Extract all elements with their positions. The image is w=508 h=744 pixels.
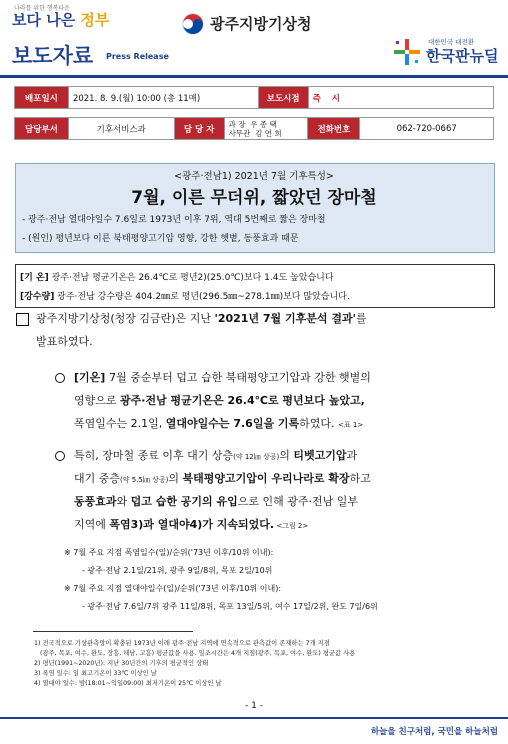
p3-line2-altitude: (약 5.5㎞ 상공) — [120, 476, 169, 484]
note-tropical-night: ※ 7월 주요 지점 열대야일수(일)/순위('73년 이후/10위 이내): — [64, 584, 282, 593]
footnote-divider — [33, 631, 193, 632]
p3-line2-bold: 북태평양고기압이 우리나라로 확장 — [182, 472, 350, 485]
phone-value: 062-720-0667 — [360, 118, 494, 140]
p3-line1-bold: 티벳고기압 — [293, 449, 347, 462]
page-number: - 1 - — [245, 701, 263, 711]
key-fact-precipitation — [20, 289, 350, 302]
p1-text: 광주지방기상청(청장 김금란)은 지난 — [36, 312, 215, 325]
kma-emblem-icon — [182, 13, 204, 35]
contact-info-table — [14, 117, 494, 140]
summary-bullet-2: - (원인) 평년보다 이른 북태평양고기압 영향, 강한 햇볕, 동풍효과 때문 — [22, 234, 299, 244]
person-name-1: 우 종 택 — [250, 119, 277, 129]
paragraph-2-line-1 — [74, 366, 371, 389]
summary-subtitle: <광주·전남1) 2021년 7월 기후특성> — [174, 171, 334, 182]
summary-headline: 7월, 이른 무더위, 짧았던 장마철 — [131, 188, 377, 208]
header-divider — [0, 75, 508, 78]
key-fact-temperature — [20, 270, 334, 283]
paragraph-2-line-2 — [74, 389, 365, 412]
p2-line3-end: 하였다. — [299, 417, 339, 430]
paragraph-3-line-1 — [74, 444, 357, 469]
new-deal-name: 한국판뉴딜 — [426, 47, 499, 65]
person-role-2: 사무관 — [228, 128, 251, 138]
p2-line2-text: 영향으로 — [74, 394, 121, 407]
person-label: 담 당 자 — [174, 118, 224, 140]
p2-line3-text: 폭염일수는 2.1일, — [74, 417, 166, 430]
p3-line1-altitude: (약 12㎞ 상공) — [233, 453, 280, 461]
new-deal-small-text: 대한민국 대전환 — [428, 38, 475, 46]
key-fact-precipitation-tag: [강수량] — [20, 292, 55, 302]
square-bullet-icon — [16, 313, 29, 326]
dept-label: 담당부서 — [15, 118, 69, 140]
note-heatwave-detail: - 광주·전남 2.1일/21위, 광주 9일/8위, 목포 2일/10위 — [82, 566, 273, 575]
paragraph-3-line-4 — [74, 513, 308, 538]
footnote-4: 4) 열대야 일수: 밤(18:01~익일09:00) 최저기온이 25℃ 이상인 날 — [34, 680, 222, 687]
p2-tag: [기온] — [74, 371, 110, 384]
p3-line4-bold: 폭염3)과 열대야4)가 지속되었다. — [109, 518, 275, 531]
p3-line1-end: 과 — [346, 449, 358, 462]
p3-figure-ref: <그림 2> — [274, 522, 309, 530]
government-slogan-small: 나라를 위한 행복타운 — [14, 5, 70, 12]
p3-line3-text: 으로 인해 광주·전남 일부 — [237, 495, 359, 508]
phone-label: 전화번호 — [308, 118, 360, 140]
embargo-label: 보도시점 — [258, 87, 308, 109]
p1-particle: 를 — [355, 312, 367, 325]
p3-line3-bold-1: 동풍효과 — [74, 495, 117, 508]
date-label: 배포일시 — [15, 87, 69, 109]
person-names — [224, 118, 308, 140]
note-heatwave: ※ 7월 주요 지점 폭염일수(일)/순위('73년 이후/10위 이내): — [64, 548, 274, 557]
p3-line3-bold-2: 덥고 습한 공기의 유입 — [130, 495, 238, 508]
footnote-1a: 1) 전국적으로 기상관측망이 확충된 1973년 이래 광주·전남 지역에 연속적으로 관측값이 존재하는 7개 지점 — [34, 640, 330, 647]
agency-name: 광주지방기상청 — [210, 15, 312, 33]
release-info-row — [15, 87, 494, 109]
circle-bullet-icon — [55, 373, 65, 383]
p1-report-title: '2021년 7월 기후분석 결과' — [214, 312, 356, 325]
p2-table-ref: <표 1> — [338, 421, 364, 429]
p2-line2-bold: 광주·전남 평균기온은 26.4℃로 평년보다 높았고, — [120, 394, 365, 407]
paragraph-3-line-3 — [74, 490, 358, 513]
person-role-1: 과 장 — [228, 119, 246, 129]
p3-line1-particle: 의 — [279, 449, 294, 462]
note-tropical-night-detail: - 광주·전남 7.6일/7위 광주 11일/8위, 목포 13일/5위, 여수 17일/2위, 완도 7일/6위 — [82, 602, 378, 611]
p3-line4-text: 지역에 — [74, 518, 110, 531]
paragraph-3-line-2 — [74, 467, 371, 492]
government-logo-right: 정부 — [80, 11, 110, 29]
p2-line3-bold: 열대야일수는 7.6일을 기록 — [165, 417, 300, 430]
p3-line2-end: 하고 — [349, 472, 371, 485]
p2-line1-text: 7월 중순부터 덥고 습한 북태평양고기압과 강한 햇볕의 — [109, 371, 371, 384]
key-fact-temperature-tag: [기 온] — [20, 273, 49, 283]
release-info-table — [14, 86, 494, 109]
key-fact-precipitation-text: 광주·전남 강수량은 404.2㎜로 평년(296.5㎜~278.1㎜)보다 많았습니다. — [54, 292, 350, 302]
paragraph-2-line-3 — [74, 412, 363, 437]
new-deal-logo-icon — [392, 37, 422, 67]
p3-line1-text: 특히, 장마철 종료 이후 대기 상층 — [74, 449, 234, 462]
embargo-value: 즉 시 — [308, 87, 493, 109]
footer-divider — [0, 717, 508, 719]
footer-slogan: 하늘을 친구처럼, 국민을 하늘처럼 — [370, 727, 498, 737]
footnote-1b: (광주, 목포, 여수, 완도, 장흥, 해남, 고흥) 평균값을 사용. 일조시간은 4개 지점(광주, 목포, 여수, 완도) 평균값 사용 — [40, 650, 356, 657]
government-logo-left: 보다 나은 — [12, 11, 81, 29]
p3-line3-particle: 와 — [116, 495, 131, 508]
person-name-2: 김 연 희 — [255, 128, 282, 138]
paragraph-1-line-1 — [36, 307, 367, 330]
contact-info-row — [15, 118, 494, 140]
footnote-3: 3) 폭염 일수: 일 최고기온이 33℃ 이상인 날 — [34, 670, 157, 677]
summary-bullet-1: - 광주·전남 열대야일수 7.6일로 1973년 이후 7위, 역대 5번째로 짧은 장마철 — [22, 215, 326, 225]
circle-bullet-icon — [55, 451, 65, 461]
press-release-en: Press Release — [106, 52, 169, 61]
p3-line2-text: 대기 중층 — [74, 472, 121, 485]
footnote-2: 2) 평년(1991~2020년): 지난 30년간의 기후의 평균적인 상태 — [34, 660, 209, 667]
key-fact-temperature-text: 광주·전남 평균기온은 26.4℃로 평년2)(25.0℃)보다 1.4도 높았습니다 — [48, 273, 334, 283]
p3-line2-particle: 의 — [168, 472, 183, 485]
government-logo — [12, 9, 109, 30]
date-value: 2021. 8. 9.(월) 10:00 (총 11매) — [68, 87, 258, 109]
press-release-title: 보도자료 — [12, 44, 94, 68]
dept-value: 기후서비스과 — [68, 118, 174, 140]
paragraph-1-line-2: 발표하였다. — [36, 335, 93, 348]
